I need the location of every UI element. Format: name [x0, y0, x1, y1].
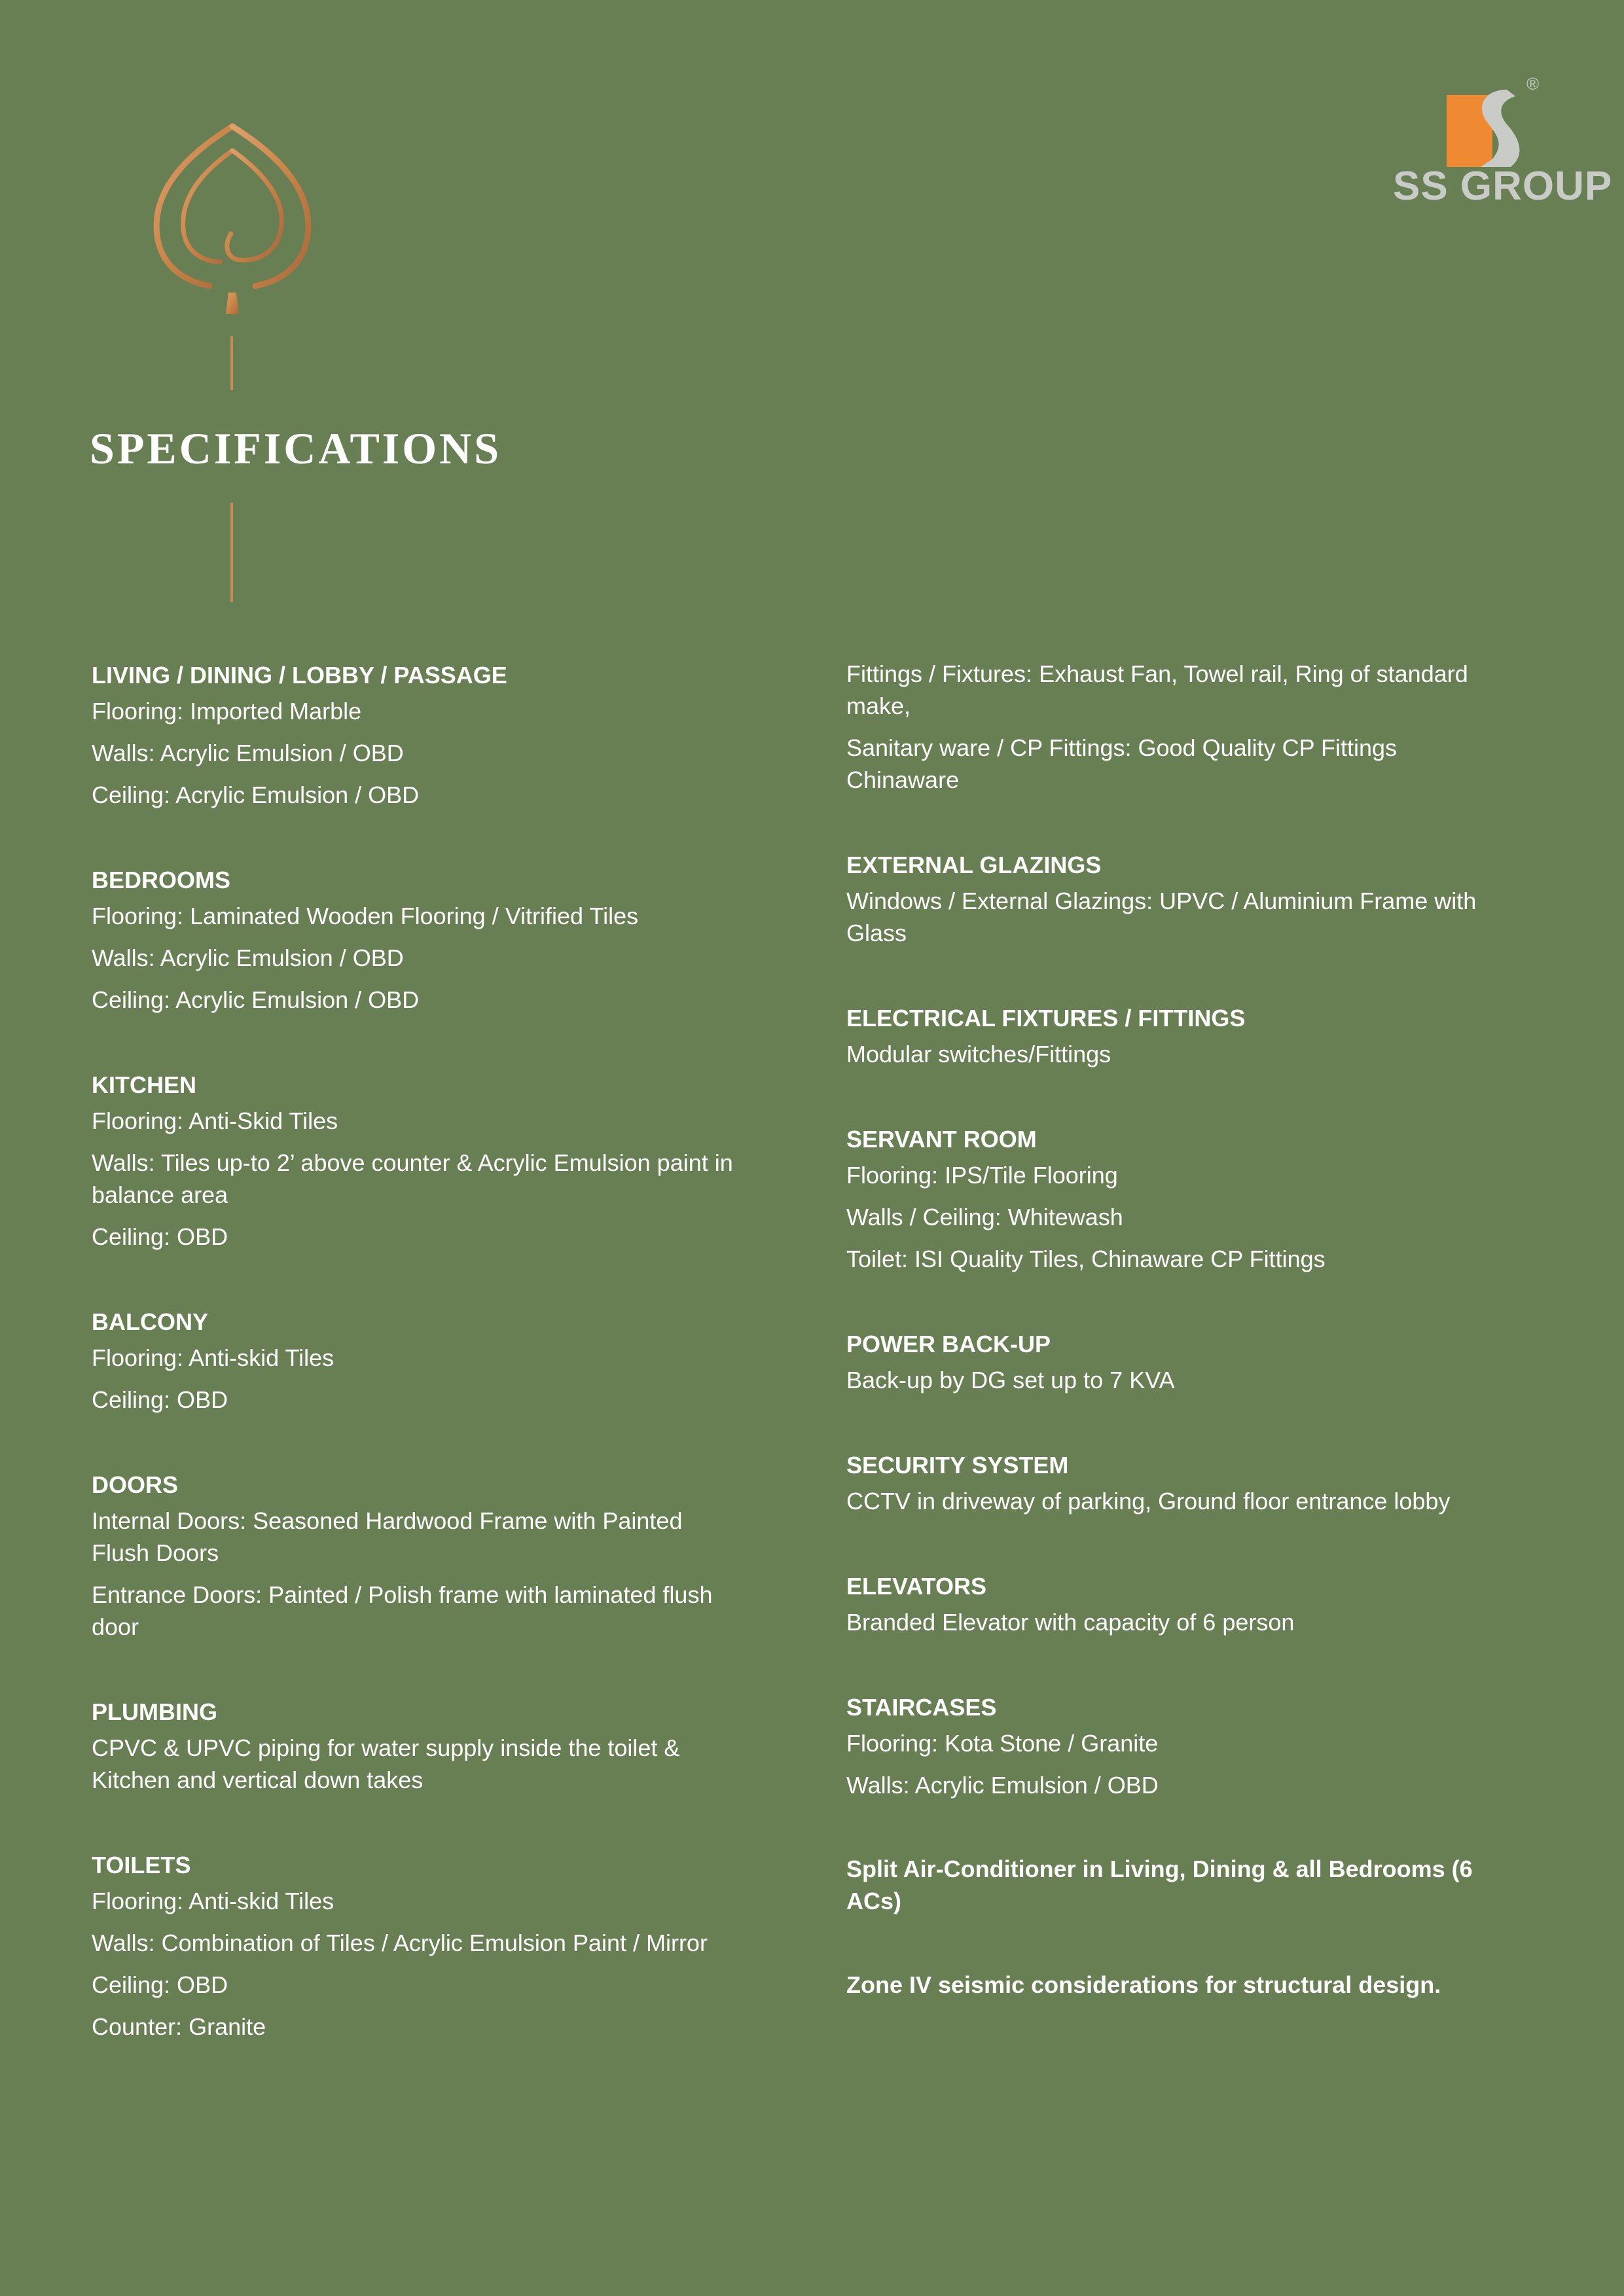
ss-mark-icon [1447, 82, 1532, 167]
spec-item: Walls: Tiles up-to 2’ above counter & Acrylic Emulsion paint in balance area [92, 1149, 733, 1208]
spec-item: Flooring: IPS/Tile Flooring [846, 1162, 1118, 1189]
section-title: BALCONY [92, 1308, 208, 1335]
section-title: EXTERNAL GLAZINGS [846, 852, 1102, 878]
spec-section [92, 1067, 740, 1253]
section-title: PLUMBING [92, 1698, 217, 1725]
spec-item: Walls: Acrylic Emulsion / OBD [846, 1772, 1159, 1799]
spec-item: CPVC & UPVC piping for water supply inside the toilet & Kitchen and vertical down takes [92, 1734, 680, 1793]
spec-item: Internal Doors: Seasoned Hardwood Frame with Painted Flush Doors [92, 1507, 683, 1566]
spec-item: Counter: Granite [92, 2013, 266, 2040]
spec-item: Flooring: Anti-skid Tiles [92, 1888, 334, 1914]
section-title: TOILETS [92, 1852, 191, 1878]
spec-item: Ceiling: Acrylic Emulsion / OBD [92, 986, 420, 1013]
spec-item: Modular switches/Fittings [846, 1041, 1111, 1067]
section-title: SECURITY SYSTEM [846, 1452, 1069, 1479]
specs-left-column [92, 658, 740, 2094]
seismic-note: Zone IV seismic considerations for structural design. [846, 1971, 1441, 1998]
spec-item: Back-up by DG set up to 7 KVA [846, 1367, 1175, 1393]
brand-logo [1388, 69, 1613, 219]
section-title: BEDROOMS [92, 867, 231, 893]
spec-item: Fittings / Fixtures: Exhaust Fan, Towel rail, Ring of standard make, [846, 660, 1468, 719]
spec-item: Ceiling: OBD [92, 1971, 228, 1998]
brand-name: SS GROUP [1393, 164, 1613, 209]
spec-item: CCTV in driveway of parking, Ground floor entrance lobby [846, 1488, 1451, 1515]
section-title: KITCHEN [92, 1071, 196, 1098]
spec-item: Sanitary ware / CP Fittings: Good Quality CP Fittings Chinaware [846, 734, 1398, 793]
spec-section [92, 1467, 740, 1643]
spec-item: Walls: Acrylic Emulsion / OBD [92, 944, 404, 971]
spec-section [846, 1690, 1507, 1801]
spec-section-continued [846, 658, 1507, 796]
spec-item: Toilet: ISI Quality Tiles, Chinaware CP Fittings [846, 1246, 1326, 1272]
spec-section [92, 1848, 740, 2043]
spec-item: Windows / External Glazings: UPVC / Aluminium Frame with Glass [846, 888, 1477, 946]
spec-item: Flooring: Imported Marble [92, 698, 362, 725]
section-title: LIVING / DINING / LOBBY / PASSAGE [92, 662, 507, 689]
spec-section [92, 1304, 740, 1416]
spec-item: Flooring: Kota Stone / Granite [846, 1730, 1159, 1757]
spec-item: Entrance Doors: Painted / Polish frame with laminated flush door [92, 1581, 713, 1640]
spec-section [846, 848, 1507, 949]
spec-item: Branded Elevator with capacity of 6 person [846, 1609, 1295, 1636]
section-title: ELECTRICAL FIXTURES / FITTINGS [846, 1005, 1246, 1031]
spec-item: Walls / Ceiling: Whitewash [846, 1204, 1123, 1230]
specs-right-column [846, 658, 1507, 2053]
section-title: STAIRCASES [846, 1694, 997, 1721]
spec-section [92, 1695, 740, 1796]
section-title: ELEVATORS [846, 1573, 987, 1600]
spec-item: Flooring: Laminated Wooden Flooring / Vitrified Tiles [92, 903, 639, 929]
registered-mark: ® [1526, 74, 1540, 94]
spec-item: Flooring: Anti-Skid Tiles [92, 1107, 338, 1134]
spec-section [92, 863, 740, 1016]
ac-note: Split Air-Conditioner in Living, Dining & all Bedrooms (6 ACs) [846, 1856, 1473, 1914]
spec-item: Ceiling: Acrylic Emulsion / OBD [92, 781, 420, 808]
spec-item: Walls: Acrylic Emulsion / OBD [92, 740, 404, 766]
spec-section [846, 1001, 1507, 1070]
divider-line-bottom [230, 503, 233, 602]
spec-section [846, 1448, 1507, 1517]
divider-line-top [230, 336, 233, 390]
spec-item: Ceiling: OBD [92, 1223, 228, 1250]
spec-section [846, 1327, 1507, 1396]
spec-item: Walls: Combination of Tiles / Acrylic Emulsion Paint / Mirror [92, 1929, 708, 1956]
spec-item: Ceiling: OBD [92, 1386, 228, 1413]
section-title: POWER BACK-UP [846, 1331, 1051, 1357]
section-title: SERVANT ROOM [846, 1126, 1037, 1153]
spec-item: Flooring: Anti-skid Tiles [92, 1344, 334, 1371]
spec-section [846, 1569, 1507, 1638]
spec-section [846, 1122, 1507, 1275]
tree-leaf-logo-icon [147, 121, 317, 317]
page-title: SPECIFICATIONS [90, 423, 502, 473]
section-title: DOORS [92, 1471, 179, 1498]
spec-section [92, 658, 740, 811]
